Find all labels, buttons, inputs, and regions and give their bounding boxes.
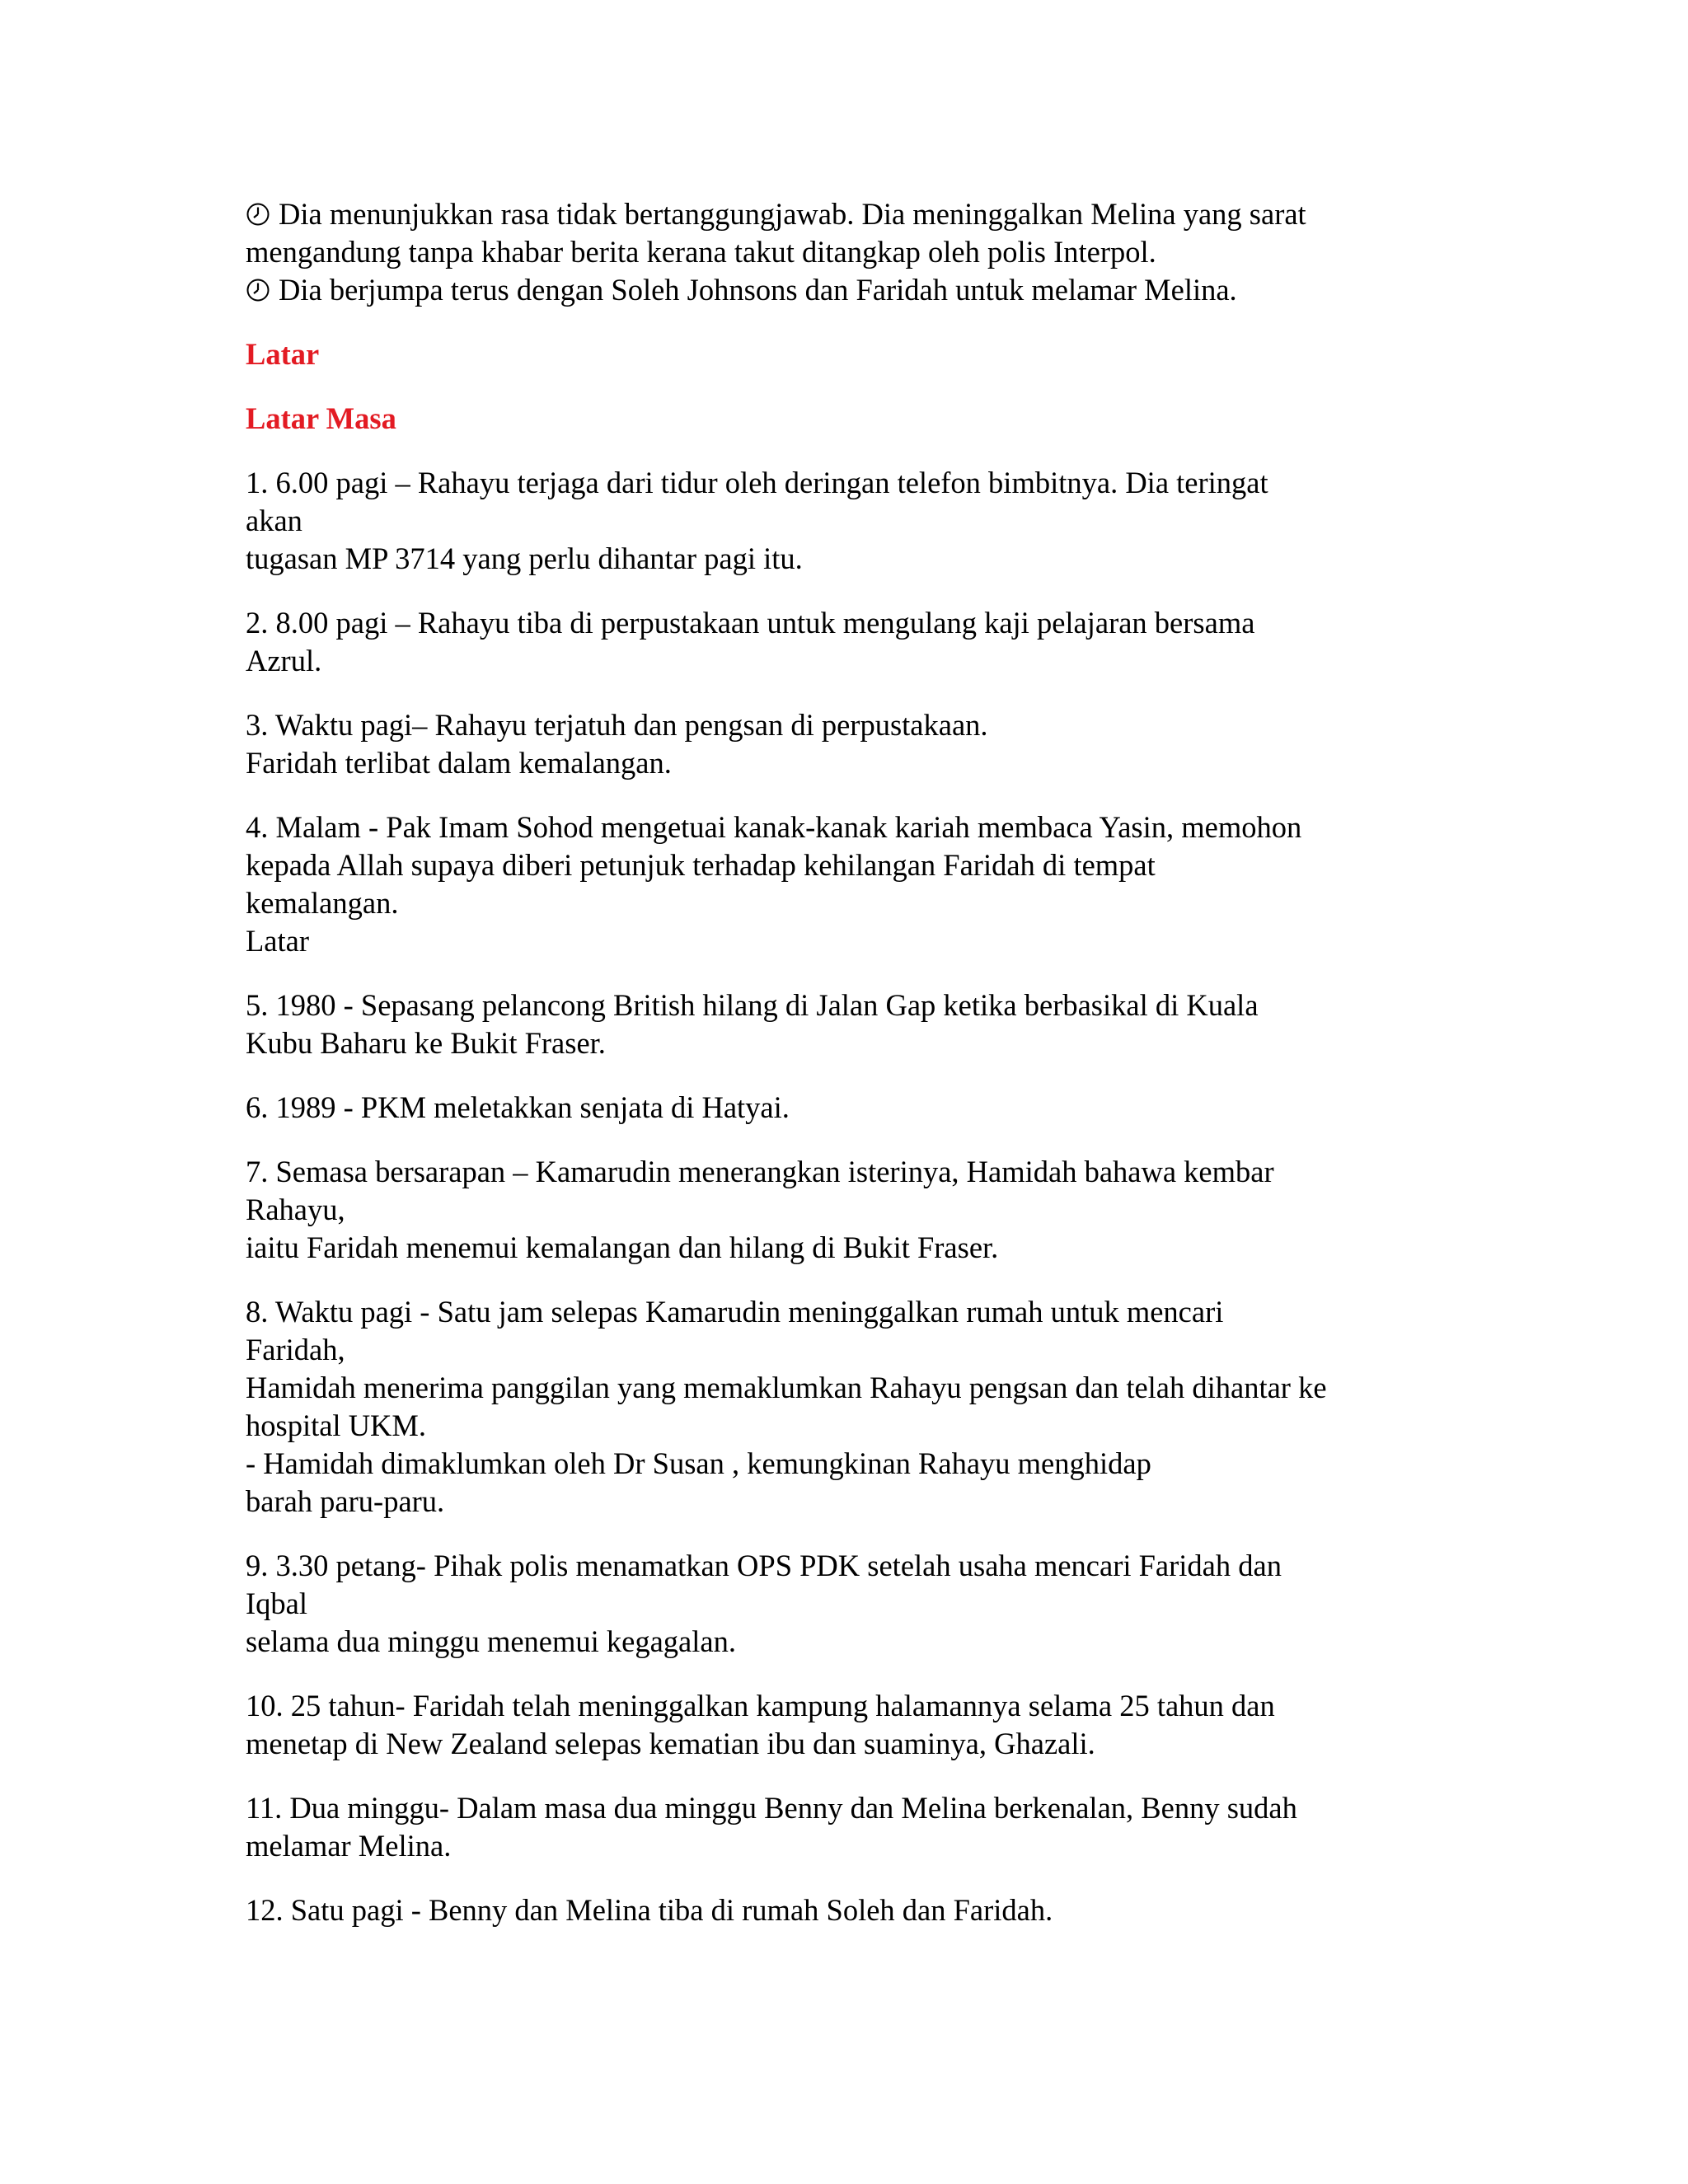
- list-item: [246, 604, 1449, 680]
- list-item: [246, 1089, 1449, 1127]
- list-item-line: 1. 6.00 pagi – Rahayu terjaga dari tidur oleh deringan telefon bimbitnya. Dia teringat: [246, 466, 1268, 499]
- list-item-line: menetap di New Zealand selepas kematian ibu dan suaminya, Ghazali.: [246, 1727, 1095, 1760]
- list-item-line: - Hamidah dimaklumkan oleh Dr Susan , kemungkinan Rahayu menghidap: [246, 1446, 1151, 1480]
- list-item-line: Rahayu,: [246, 1193, 345, 1226]
- list-item-line: 2. 8.00 pagi – Rahayu tiba di perpustakaan untuk mengulang kaji pelajaran bersama: [246, 606, 1255, 640]
- bullet-text: Dia menunjukkan rasa tidak bertanggungjawab. Dia meninggalkan Melina yang sarat: [279, 197, 1306, 231]
- list-item-line: Latar: [246, 924, 309, 958]
- list-item-line: 6. 1989 - PKM meletakkan senjata di Hatyai.: [246, 1090, 790, 1124]
- list-item-line: 5. 1980 - Sepasang pelancong British hilang di Jalan Gap ketika berbasikal di Kuala: [246, 988, 1259, 1022]
- list-item-line: 7. Semasa bersarapan – Kamarudin menerangkan isterinya, Hamidah bahawa kembar: [246, 1155, 1274, 1188]
- list-item-line: 12. Satu pagi - Benny dan Melina tiba di rumah Soleh dan Faridah.: [246, 1893, 1053, 1927]
- document-page: [246, 195, 1449, 1929]
- list-item-line: kemalangan.: [246, 886, 399, 920]
- list-item-line: Faridah,: [246, 1333, 345, 1366]
- list-item: [246, 1687, 1449, 1763]
- list-item-line: kepada Allah supaya diberi petunjuk terhadap kehilangan Faridah di tempat: [246, 848, 1156, 882]
- clock-icon: [246, 278, 270, 302]
- list-item: [246, 1547, 1449, 1661]
- bullet-line: [246, 271, 1449, 309]
- list-item-line: Faridah terlibat dalam kemalangan.: [246, 746, 672, 780]
- list-item-line: barah paru-paru.: [246, 1484, 445, 1518]
- list-item-line: Kubu Baharu ke Bukit Fraser.: [246, 1026, 606, 1060]
- latar-masa-list: [246, 438, 1449, 1929]
- list-item: [246, 464, 1449, 578]
- list-item-line: Iqbal: [246, 1586, 307, 1620]
- list-item-line: 10. 25 tahun- Faridah telah meninggalkan kampung halamannya selama 25 tahun dan: [246, 1689, 1275, 1722]
- bullet-line: [246, 195, 1449, 233]
- bullet-paragraph-1: [246, 195, 1449, 309]
- bullet-text-continued: mengandung tanpa khabar berita kerana takut ditangkap oleh polis Interpol.: [246, 235, 1156, 269]
- list-item-line: Hamidah menerima panggilan yang memaklumkan Rahayu pengsan dan telah dihantar ke: [246, 1371, 1327, 1404]
- clock-icon: [246, 202, 270, 227]
- list-item-line: selama dua minggu menemui kegagalan.: [246, 1624, 736, 1658]
- list-item: [246, 1789, 1449, 1865]
- list-item-line: akan: [246, 504, 302, 537]
- heading-latar-masa: Latar Masa: [246, 401, 396, 435]
- list-item-line: hospital UKM.: [246, 1408, 426, 1442]
- list-item-line: 3. Waktu pagi– Rahayu terjatuh dan pengsan di perpustakaan.: [246, 708, 988, 742]
- list-item-line: Azrul.: [246, 644, 322, 677]
- list-item: [246, 1891, 1449, 1929]
- list-item-line: 8. Waktu pagi - Satu jam selepas Kamarudin meninggalkan rumah untuk mencari: [246, 1295, 1224, 1329]
- list-item: [246, 808, 1449, 960]
- heading-latar: Latar: [246, 337, 320, 371]
- list-item-line: tugasan MP 3714 yang perlu dihantar pagi itu.: [246, 541, 803, 575]
- list-item: [246, 1293, 1449, 1521]
- list-item-line: 4. Malam - Pak Imam Sohod mengetuai kanak-kanak kariah membaca Yasin, memohon: [246, 810, 1302, 844]
- list-item-line: iaitu Faridah menemui kemalangan dan hilang di Bukit Fraser.: [246, 1230, 999, 1264]
- list-item-line: melamar Melina.: [246, 1829, 452, 1863]
- list-item: [246, 1153, 1449, 1267]
- list-item-line: 9. 3.30 petang- Pihak polis menamatkan OPS PDK setelah usaha mencari Faridah dan: [246, 1549, 1282, 1582]
- list-item: [246, 987, 1449, 1062]
- bullet-text: Dia berjumpa terus dengan Soleh Johnsons dan Faridah untuk melamar Melina.: [279, 273, 1237, 307]
- list-item: [246, 706, 1449, 782]
- list-item-line: 11. Dua minggu- Dalam masa dua minggu Benny dan Melina berkenalan, Benny sudah: [246, 1791, 1297, 1825]
